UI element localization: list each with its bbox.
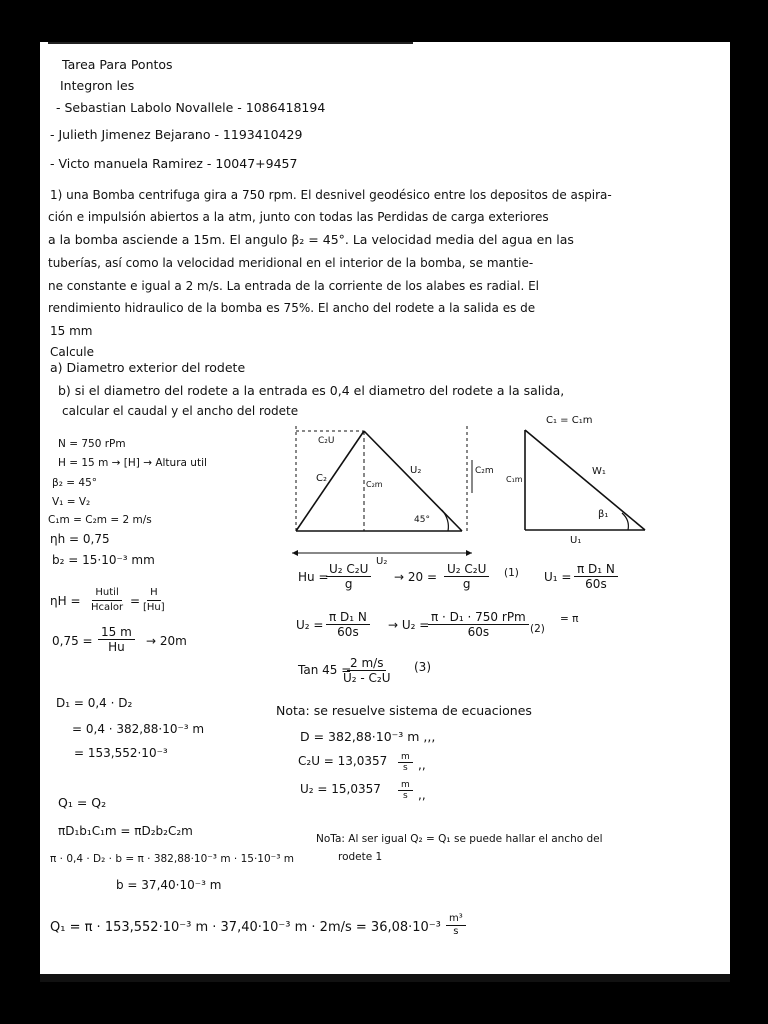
eta-fraction-3 (98, 625, 135, 654)
outlet-velocity-triangle (282, 418, 518, 573)
u1-den: 60s (585, 577, 607, 591)
d1-line-2: = 0,4 · 382,88·10⁻³ m (72, 722, 205, 736)
u2-lhs: U₂ = (296, 618, 324, 632)
c2u-unit-den: s (403, 763, 408, 773)
member-2: - Julieth Jimenez Bejarano - 1193410429 (50, 127, 303, 142)
u2-num: π D₁ N (326, 610, 370, 625)
d1-line-1: D₁ = 0,4 · D₂ (56, 696, 133, 710)
inlet-velocity-triangle (504, 410, 654, 545)
tan-den: U₂ - C₂U (343, 671, 391, 685)
q-result: Q₁ = π · 153,552·10⁻³ m · 37,40·10⁻³ m · 2m/s = 36,08·10⁻³ (50, 920, 441, 935)
u2-fraction (326, 610, 370, 639)
eq2-tag: (2) (530, 623, 545, 635)
u1-num: π D₁ N (574, 562, 618, 577)
label-u2-hyp: U₂ (410, 465, 422, 476)
given-speed: N = 750 rPm (58, 438, 126, 450)
flow-expand: πD₁b₁C₁m = πD₂b₂C₂m (58, 824, 193, 838)
eq1-arrow: → 20 = (394, 570, 438, 584)
member-1: - Sebastian Labolo Novallele - 1086418194 (56, 100, 326, 115)
result-c2u-unit (398, 752, 413, 773)
label-w1: W₁ (592, 466, 606, 477)
label-u2-base: U₂ (376, 556, 388, 567)
assignment-title: Tarea Para Pontos (62, 57, 173, 72)
given-velocity: V₁ = V₂ (52, 496, 91, 508)
c2-side (296, 431, 364, 531)
eq2-fraction (428, 610, 529, 639)
part-b-line-2: calcular el caudal y el ancho del rodete (62, 404, 299, 418)
flow-nota-1: NoTa: Al ser igual Q₂ = Q₁ se puede hallar el ancho del (316, 833, 603, 845)
calc-label: Calcule (50, 345, 94, 359)
problem-line-3: a la bomba asciende a 15m. El angulo β₂ = 45°. La velocidad media del agua en las (48, 232, 574, 247)
eq2-num: π · D₁ · 750 rPm (428, 610, 529, 625)
label-angle: 45° (414, 515, 430, 525)
q-unit-num: m³ (446, 913, 466, 926)
inlet-hypotenuse (525, 430, 645, 530)
label-c2m-side: C₂m (475, 466, 494, 476)
result-d: D = 382,88·10⁻³ m ,,, (300, 729, 436, 744)
result-c2u: C₂U = 13,0357 (298, 754, 388, 768)
page-top-rule (48, 42, 413, 44)
eq1-den: g (462, 577, 471, 591)
result-u2-unit (398, 780, 413, 801)
label-c2u: C₂U (318, 436, 335, 446)
label-u1: U₁ (570, 535, 582, 546)
problem-line-2: ción e impulsión abiertos a la atm, junto con todas las Perdidas de carga exteriores (48, 210, 549, 224)
eq2-den: 60s (467, 625, 490, 639)
eta-fraction-1 (88, 586, 126, 615)
eta-line2-rhs: → 20m (146, 634, 187, 648)
pi-note: = π (560, 613, 579, 625)
eta-fraction-2 (140, 586, 168, 615)
problem-line-1: 1) una Bomba centrifuga gira a 750 rpm. El desnivel geodésico entre los depositos de aspira- (50, 188, 612, 202)
given-beta2: β₂ = 45° (52, 477, 97, 489)
label-c2m-center: C₂m (366, 480, 383, 489)
q-unit-den: s (453, 926, 459, 937)
b-result: b = 37,40·10⁻³ m (116, 878, 222, 892)
result-u2: U₂ = 15,0357 (300, 782, 381, 796)
member-3: - Victo manuela Ramirez - 10047+9457 (50, 156, 298, 171)
c2u-unit-num: m (398, 752, 413, 763)
u2-arrow-left (292, 550, 298, 556)
problem-line-7: 15 mm (50, 324, 93, 338)
u1-fraction (574, 562, 618, 591)
u2-den: 60s (337, 625, 359, 639)
eq1-tag: (1) (504, 567, 519, 579)
system-note: Nota: se resuelve sistema de ecuaciones (276, 703, 532, 718)
page-bottom-edge (40, 974, 730, 982)
label-c1m: C₁m (506, 475, 523, 484)
eta-eq: = (130, 594, 141, 608)
eta-f1-den: Hcalor (91, 602, 124, 613)
tan-fraction (340, 656, 394, 685)
eq1-num: U₂ C₂U (444, 562, 489, 577)
q-result-unit (446, 913, 466, 938)
eta-f2-num: H (147, 586, 161, 601)
given-meridional: C₁m = C₂m = 2 m/s (48, 514, 152, 526)
part-b-line-1: b) si el diametro del rodete a la entrada es 0,4 el diametro del rodete a la salida, (58, 383, 565, 398)
part-a: a) Diametro exterior del rodete (50, 360, 246, 375)
eq1-fraction (444, 562, 489, 591)
given-head: H = 15 m → [H] → Altura util (58, 457, 207, 469)
problem-line-6: rendimiento hidraulico de la bomba es 75%. El ancho del rodete a la salida es de (48, 301, 536, 315)
label-c2: C₂ (316, 473, 327, 484)
eq2-arrow: → U₂ = (388, 618, 430, 632)
problem-line-4: tuberías, así como la velocidad meridional en el interior de la bomba, se mantie- (48, 256, 534, 270)
hu-den: g (344, 577, 353, 591)
given-width: b₂ = 15·10⁻³ mm (52, 553, 155, 567)
flow-substitution: π · 0,4 · D₂ · b = π · 382,88·10⁻³ m · 15·10⁻³ m (50, 853, 294, 865)
u1-lhs: U₁ = (544, 570, 572, 584)
eta-f3-den: Hu (108, 640, 125, 654)
hu-num: U₂ C₂U (326, 562, 371, 577)
hu-lhs: Hu = (298, 570, 329, 584)
flow-nota-2: rodete 1 (338, 851, 383, 863)
eq3-tag: (3) (414, 660, 431, 674)
tan-lhs: Tan 45 = (298, 663, 352, 677)
flow-equality: Q₁ = Q₂ (58, 795, 107, 810)
u2-unit-num: m (398, 780, 413, 791)
given-efficiency: ηh = 0,75 (50, 532, 110, 546)
members-label: Integron les (60, 78, 135, 93)
u2-unit-den: s (403, 791, 408, 801)
d1-line-3: = 153,552·10⁻³ (74, 746, 168, 760)
label-beta1: β₁ (598, 509, 609, 520)
eta-f1-num: Hutil (92, 586, 121, 601)
result-u2-tail: ,, (418, 788, 426, 802)
tan-num: 2 m/s (347, 656, 386, 671)
problem-line-5: ne constante e igual a 2 m/s. La entrada de la corriente de los alabes es radial. El (48, 279, 539, 293)
eta-line2-lhs: 0,75 = (52, 634, 93, 648)
label-c1-top: C₁ = C₁m (546, 415, 593, 426)
result-c2u-tail: ,, (418, 758, 426, 772)
eta-lhs: ηH = (50, 594, 81, 608)
u2-arrow-right (466, 550, 472, 556)
eta-f3-num: 15 m (98, 625, 135, 640)
eta-f2-den: [Hu] (143, 602, 165, 613)
hu-fraction (326, 562, 371, 591)
